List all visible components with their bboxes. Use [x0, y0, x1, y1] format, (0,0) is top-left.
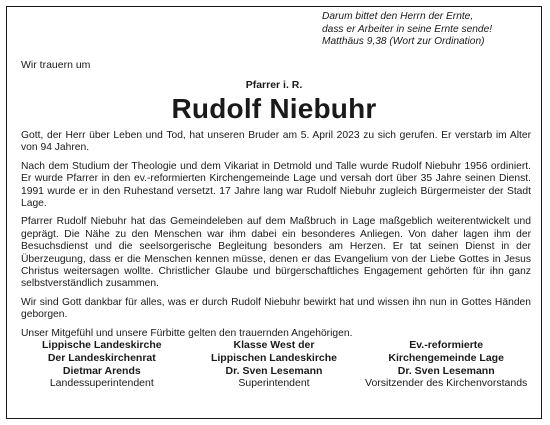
signer-2 — [189, 339, 359, 390]
signer-org-line-1: Lippische Landeskirche — [41, 339, 162, 351]
signer-org-line-1: Ev.-reformierte — [409, 339, 484, 351]
signer-role: Superintendent — [238, 377, 310, 390]
signer-org-line-2: Der Landeskirchenrat — [47, 351, 156, 364]
signer-1 — [17, 339, 187, 390]
signer-person: Dr. Sven Lesemann — [397, 364, 495, 377]
signer-3 — [361, 339, 531, 390]
paragraph-4: Wir sind Gott dankbar für alles, was er durch Rudolf Niebuhr bewirkt hat und wissen ihn nun in Gottes Händen geborgen. — [21, 296, 531, 321]
signer-org-line-2: Lippischen Landeskirche — [210, 351, 338, 364]
signer-person: Dr. Sven Lesemann — [225, 364, 323, 377]
signer-role: Vorsitzender des Kirchenvorstands — [365, 377, 528, 390]
quote-line-1: Darum bittet den Herrn der Ernte, — [322, 11, 474, 22]
paragraph-5: Unser Mitgefühl und unsere Fürbitte gelten den trauernden Angehörigen. — [21, 327, 353, 339]
intro-text: Wir trauern um — [21, 59, 91, 71]
quote-line-3: Matthäus 9,38 (Wort zur Ordination) — [322, 36, 485, 48]
signer-person: Dietmar Arends — [62, 364, 141, 377]
paragraph-1: Gott, der Herr über Leben und Tod, hat unseren Bruder am 5. April 2023 zu sich gerufen. Er verstarb im Alter von 94 Jahren. — [21, 130, 531, 154]
signer-org-line-1: Klasse West der — [233, 339, 315, 351]
deceased-name: Rudolf Niebuhr — [171, 93, 377, 124]
obituary-notice — [6, 6, 542, 419]
obituary-body — [21, 130, 531, 346]
signer-role: Landessuperintendent — [49, 377, 154, 390]
bible-quote — [322, 11, 532, 49]
signer-org-line-2: Kirchengemeinde Lage — [388, 351, 504, 364]
paragraph-3: Pfarrer Rudolf Niebuhr hat das Gemeindeleben auf dem Maßbruch in Lage maßgeblich weiterentwickelt und geprägt. Die Nähe zu den Menschen war ihm dabei ein besonderes Anliegen. Von daher lagen ihm der Besuchsdienst und die seelsorgerische Begleitung besonders am Herzen. Er tat seinen Dienst in der Überzeugung, dass er die Menschen kennen müsse, denen er das Evangelium von der Liebe Gottes in Jesus Christus weitersagen wollte. Christlicher Glaube und bürgerschaftliches Engagement gehörten für ihn ganz selbstverständlich zusammen. — [21, 216, 531, 290]
paragraph-2: Nach dem Studium der Theologie und dem Vikariat in Detmold und Talle wurde Rudolf Niebuhr 1956 ordiniert. Er wurde Pfarrer in den ev.-reformierten Kirchengemeinde Lage und versah dort über 35 Jahre seinen Dienst. 1991 wurde er in den Ruhestand versetzt. 17 Jahre lang war Rudolf Niebuhr zugleich Bürgermeister der Stadt Lage. — [21, 160, 531, 210]
pretitle: Pfarrer i. R. — [245, 79, 303, 91]
signatories — [17, 339, 531, 390]
quote-line-2: dass er Arbeiter in seine Ernte sende! — [322, 23, 493, 35]
